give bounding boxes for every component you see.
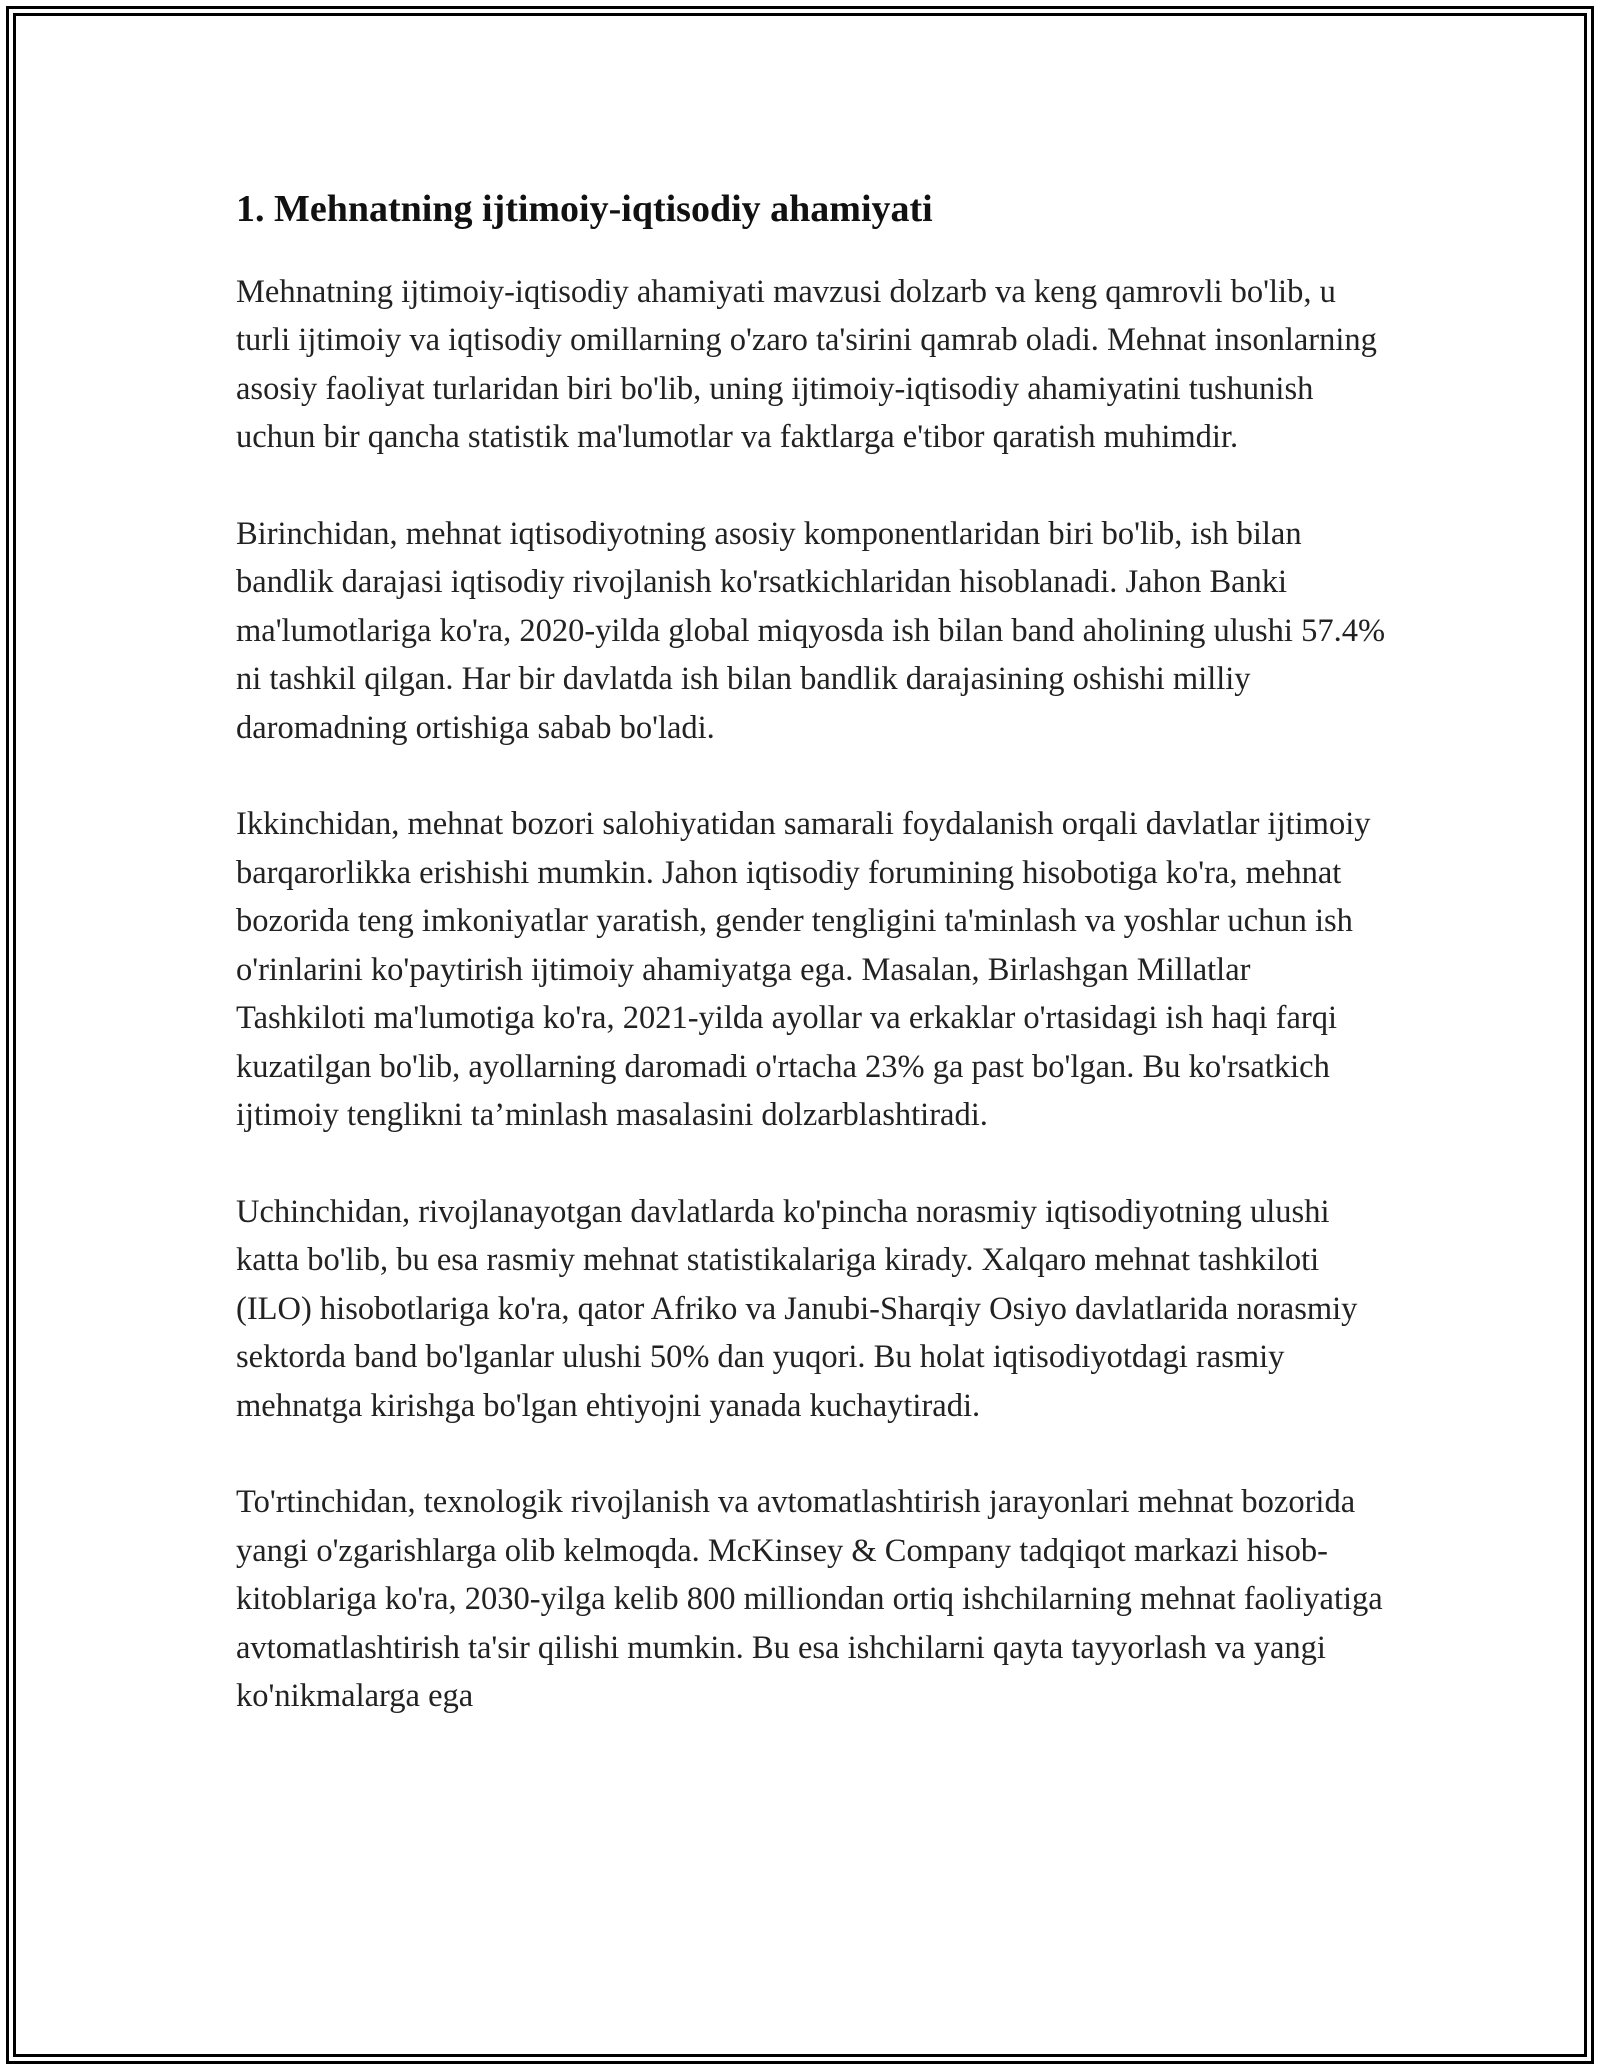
paragraph-second: Ikkinchidan, mehnat bozori salohiyatidan samarali foydalanish orqali davlatlar ijtimoiy barqarorlikka erishishi mumkin. Jahon iqtisodiy forumining hisobotiga ko'ra, mehnat bozorida teng imkoniyatlar yaratish, gender tengligini ta'minlash va yoshlar uchun ish o'rinlarini ko'paytirish ijtimoiy ahamiyatga ega. Masalan, Birlashgan Millatlar Tashkiloti ma'lumotiga ko'ra, 2021-yilda ayollar va erkaklar o'rtasidagi ish haqi farqi kuzatilgan bo'lib, ayollarning daromadi o'rtacha 23% ga past bo'lgan. Bu ko'rsatkich ijtimoiy tenglikni ta’minlash masalasini dolzarblashtiradi. [236,806,1371,1133]
section-heading: 1. Mehnatning ijtimoiy-iqtisodiy ahamiyati [236,188,933,230]
paragraph-intro: Mehnatning ijtimoiy-iqtisodiy ahamiyati mavzusi dolzarb va keng qamrovli bo'lib, u turli ijtimoiy va iqtisodiy omillarning o'zaro ta'sirini qamrab oladi. Mehnat insonlarning asosiy faoliyat turlaridan biri bo'lib, uning ijtimoiy-iqtisodiy ahamiyatini tushunish uchun bir qancha statistik ma'lumotlar va faktlarga e'tibor qaratish muhimdir. [236,273,1377,455]
paragraph-third: Uchinchidan, rivojlanayotgan davlatlarda ko'pincha norasmiy iqtisodiyotning ulushi katta bo'lib, bu esa rasmiy mehnat statistikalariga kirady. Xalqaro mehnat tashkiloti (ILO) hisobotlariga ko'ra, qator Afriko va Janubi-Sharqiy Osiyo davlatlarida norasmiy sektorda band bo'lganlar ulushi 50% dan yuqori. Bu holat iqtisodiyotdagi rasmiy mehnatga kirishga bo'lgan ehtiyojni yanada kuchaytiradi. [236,1193,1358,1424]
paragraph-fourth: To'rtinchidan, texnologik rivojlanish va avtomatlashtirish jarayonlari mehnat bozorida yangi o'zgarishlarga olib kelmoqda. McKinsey & Company tadqiqot markazi hisob-kitoblariga ko'ra, 2030-yilga kelib 800 milliondan ortiq ishchilarning mehnat faoliyatiga avtomatlashtirish ta'sir qilishi mumkin. Bu esa ishchilarni qayta tayyorlash va yangi ko'nikmalarga ega [236,1484,1383,1714]
document-body [236,186,1386,1769]
paragraph-first: Birinchidan, mehnat iqtisodiyotning asosiy komponentlaridan biri bo'lib, ish bilan bandlik darajasi iqtisodiy rivojlanish ko'rsatkichlaridan hisoblanadi. Jahon Banki ma'lumotlariga ko'ra, 2020-yilda global miqyosda ish bilan band aholining ulushi 57.4% ni tashkil qilgan. Har bir davlatda ish bilan bandlik darajasining oshishi milliy daromadning ortishiga sabab bo'ladi. [236,515,1386,746]
